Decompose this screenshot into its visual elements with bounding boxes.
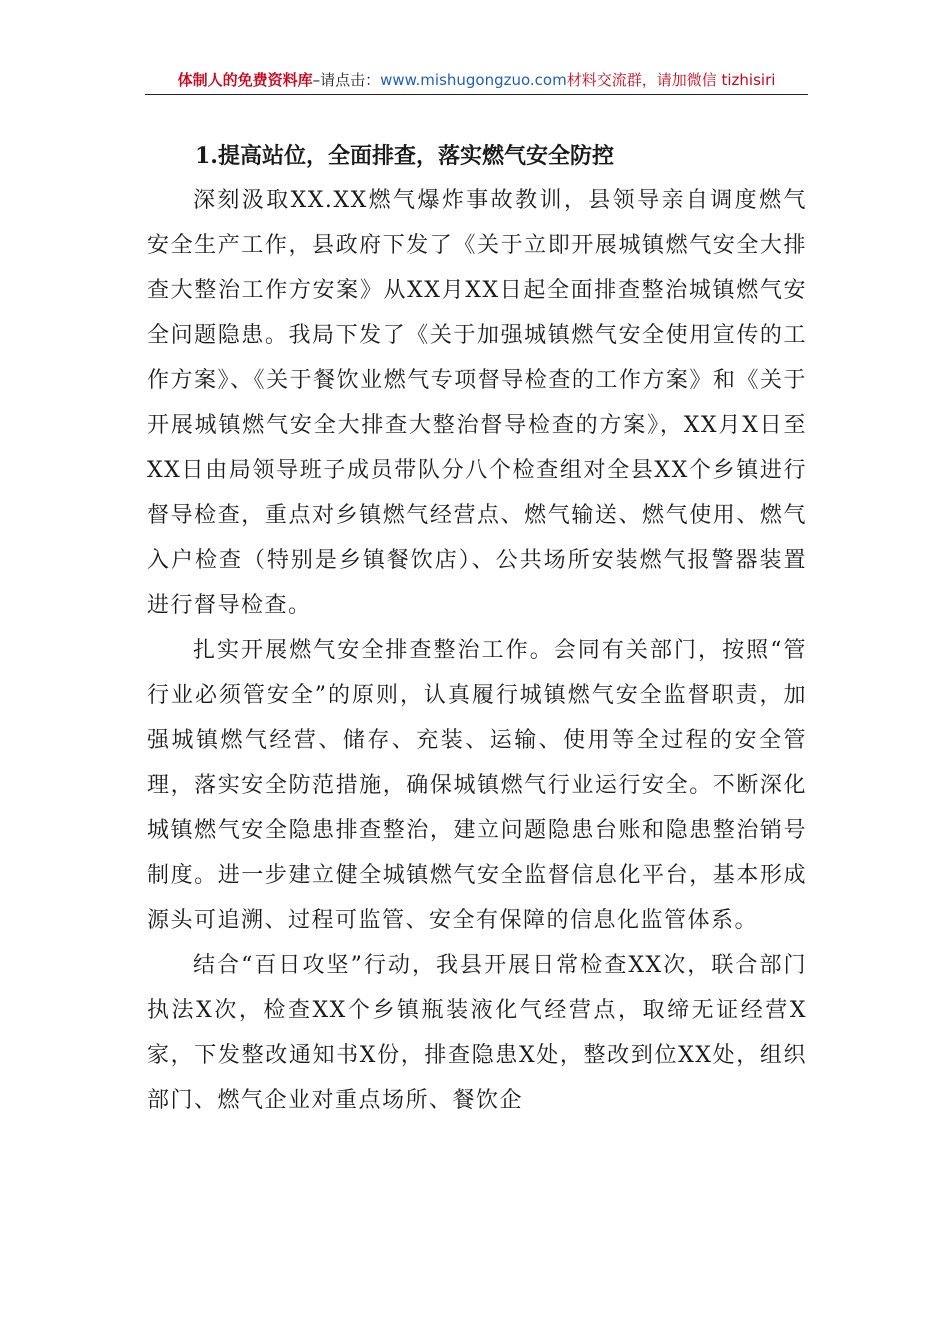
paragraph-3: 结合“百日攻坚”行动，我县开展日常检查XX次，联合部门执法X次，检查XX个乡镇瓶装液化气经营点，取缔无证经营X家，下发整改通知书X份，排查隐患X处，整改到位XX处，组织部门、燃气企业对重点场所、餐饮企 <box>147 953 807 1113</box>
document-body <box>147 134 807 1123</box>
header-brand: 体制人的免费资料库 <box>177 71 313 89</box>
header-contact: 材料交流群，请加微信 tizhisiri <box>566 71 776 89</box>
header-link[interactable]: www.mishugongzuo.com <box>380 71 567 89</box>
section-heading: 1.提高站位，全面排查，落实燃气安全防控 <box>195 143 614 169</box>
page-header <box>145 68 808 95</box>
paragraph-1: 深刻汲取XX.XX燃气爆炸事故教训，县领导亲自调度燃气安全生产工作，县政府下发了《关于立即开展城镇燃气安全大排查大整治工作方安案》从XX月XX日起全面排查整治城镇燃气安全问题隐患。我局下发了《关于加强城镇燃气安全使用宣传的工作方案》、《关于餐饮业燃气专项督导检查的工作方案》和《关于开展城镇燃气安全大排查大整治督导检查的方案》，XX月X日至XX日由局领导班子成员带队分八个检查组对全县XX个乡镇进行督导检查，重点对乡镇燃气经营点、燃气输送、燃气使用、燃气入户检查（特别是乡镇餐饮店）、公共场所安装燃气报警器装置进行督导检查。 <box>147 188 807 618</box>
paragraph-2: 扎实开展燃气安全排查整治工作。会同有关部门，按照“管行业必须管安全”的原则，认真履行城镇燃气安全监督职责，加强城镇燃气经营、储存、充装、运输、使用等全过程的安全管理，落实安全防范措施，确保城镇燃气行业运行安全。不断深化城镇燃气安全隐患排查整治，建立问题隐患台账和隐患整治销号制度。进一步建立健全城镇燃气安全监督信息化平台，基本形成源头可追溯、过程可监管、安全有保障的信息化监管体系。 <box>147 638 807 933</box>
header-prefix: –请点击： <box>312 71 381 89</box>
